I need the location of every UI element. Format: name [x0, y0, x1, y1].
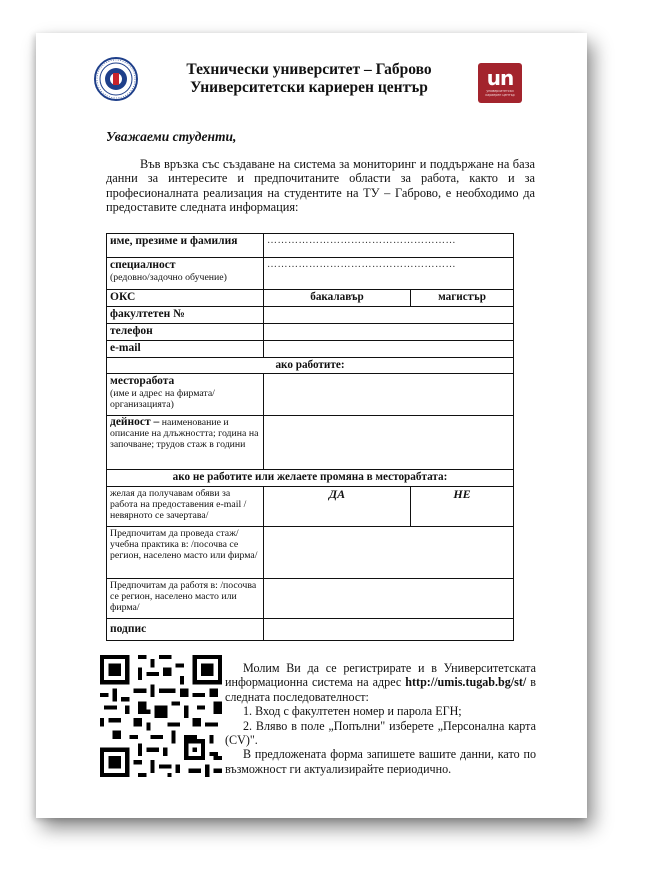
step-1: 1. Вход с факултетен номер и парола ЕГН; — [243, 704, 462, 719]
intro-paragraph — [106, 157, 535, 215]
specialty-sublabel: (редовно/задочно обучение) — [110, 271, 227, 283]
yes-option[interactable]: ДА — [264, 487, 411, 527]
career-center-logo — [478, 63, 522, 103]
no-option[interactable]: НЕ — [411, 487, 514, 527]
umis-link[interactable]: http://umis.tugab.bg/st/ — [405, 675, 527, 690]
signature-label: подпис — [110, 623, 147, 636]
specialty-label: специалност — [110, 259, 176, 271]
bachelor-option[interactable]: бакалавър — [264, 290, 411, 307]
instructions-intro-end: в следната последователност: — [225, 675, 537, 704]
activity-label: дейност – — [110, 416, 160, 428]
signature-field[interactable] — [264, 619, 514, 641]
work-preference-label: Предпочитам да работя в: /посочва се регион, населено масто или фирма/ — [110, 580, 257, 613]
email-field[interactable] — [264, 341, 514, 358]
career-center-name: Университетски кариерен център — [190, 79, 428, 96]
faculty-number-label: факултетен № — [110, 308, 185, 320]
document-page — [36, 33, 587, 818]
workplace-sublabel: (име и адрес на фирмата/организацията) — [110, 387, 215, 410]
email-label: e-mail — [110, 342, 141, 354]
name-label-cell — [107, 234, 264, 258]
step-2: 2. Влявo в поле „Попълни" изберете „Персонална карта (CV)". — [225, 718, 536, 748]
university-seal-logo — [94, 57, 138, 101]
activity-label-cell — [107, 416, 264, 470]
university-name: Технически университет – Габрово — [186, 61, 432, 78]
student-info-form — [106, 233, 514, 641]
logo-mark: un — [486, 66, 514, 91]
specialty-label-cell — [107, 258, 264, 290]
if-working-heading: ако работите: — [107, 358, 514, 374]
internship-preference-field[interactable] — [264, 527, 514, 579]
intro-text: Във връзка със създаване на система за мониторинг и поддържане на база данни за интересите и предпочитаните области за работа, както и за професионалната реализация на студентите на ТУ – Габрово, е необходимо да предоставите следната информация: — [106, 157, 535, 215]
job-offers-label: желая да получавам обяви за работа на предоставения e-mail /невярното се зачертава/ — [110, 488, 247, 521]
if-not-working-heading: ако не работите или желаете промяна в месторабтата: — [107, 470, 514, 487]
internship-preference-label: Предпочитам да проведа стаж/учебна практика в: /посочва се регион, населено масто или фирма/ — [110, 528, 258, 561]
phone-field[interactable] — [264, 324, 514, 341]
instructions-closing: В предложената форма запишете вашите данни, като по възможност ги актуализирайте периодично. — [225, 747, 536, 776]
registration-instructions — [225, 661, 536, 776]
workplace-field[interactable] — [264, 374, 514, 416]
logo-caption: университетски кариерен център — [485, 89, 515, 97]
specialty-field[interactable]: ……………………………………………… — [264, 258, 514, 290]
name-label: име, презиме и фамилия — [110, 235, 238, 247]
qr-code-icon — [100, 655, 222, 777]
greeting: Уважаеми студенти, — [106, 129, 237, 144]
name-field[interactable]: ……………………………………………… — [264, 234, 514, 258]
phone-label: телефон — [110, 325, 153, 337]
oks-label: ОКС — [110, 291, 136, 303]
work-preference-field[interactable] — [264, 579, 514, 619]
workplace-label: месторабота — [110, 375, 175, 387]
document-header — [156, 61, 462, 97]
instructions-intro: Молим Ви да се регистрирате и в Университетската информационна система на адрес — [225, 661, 536, 690]
activity-field[interactable] — [264, 416, 514, 470]
faculty-number-field[interactable] — [264, 307, 514, 324]
master-option[interactable]: магистър — [411, 290, 514, 307]
activity-sublabel: наименование и описание на длъжността; година на започване; трудов стаж в години — [110, 417, 259, 450]
